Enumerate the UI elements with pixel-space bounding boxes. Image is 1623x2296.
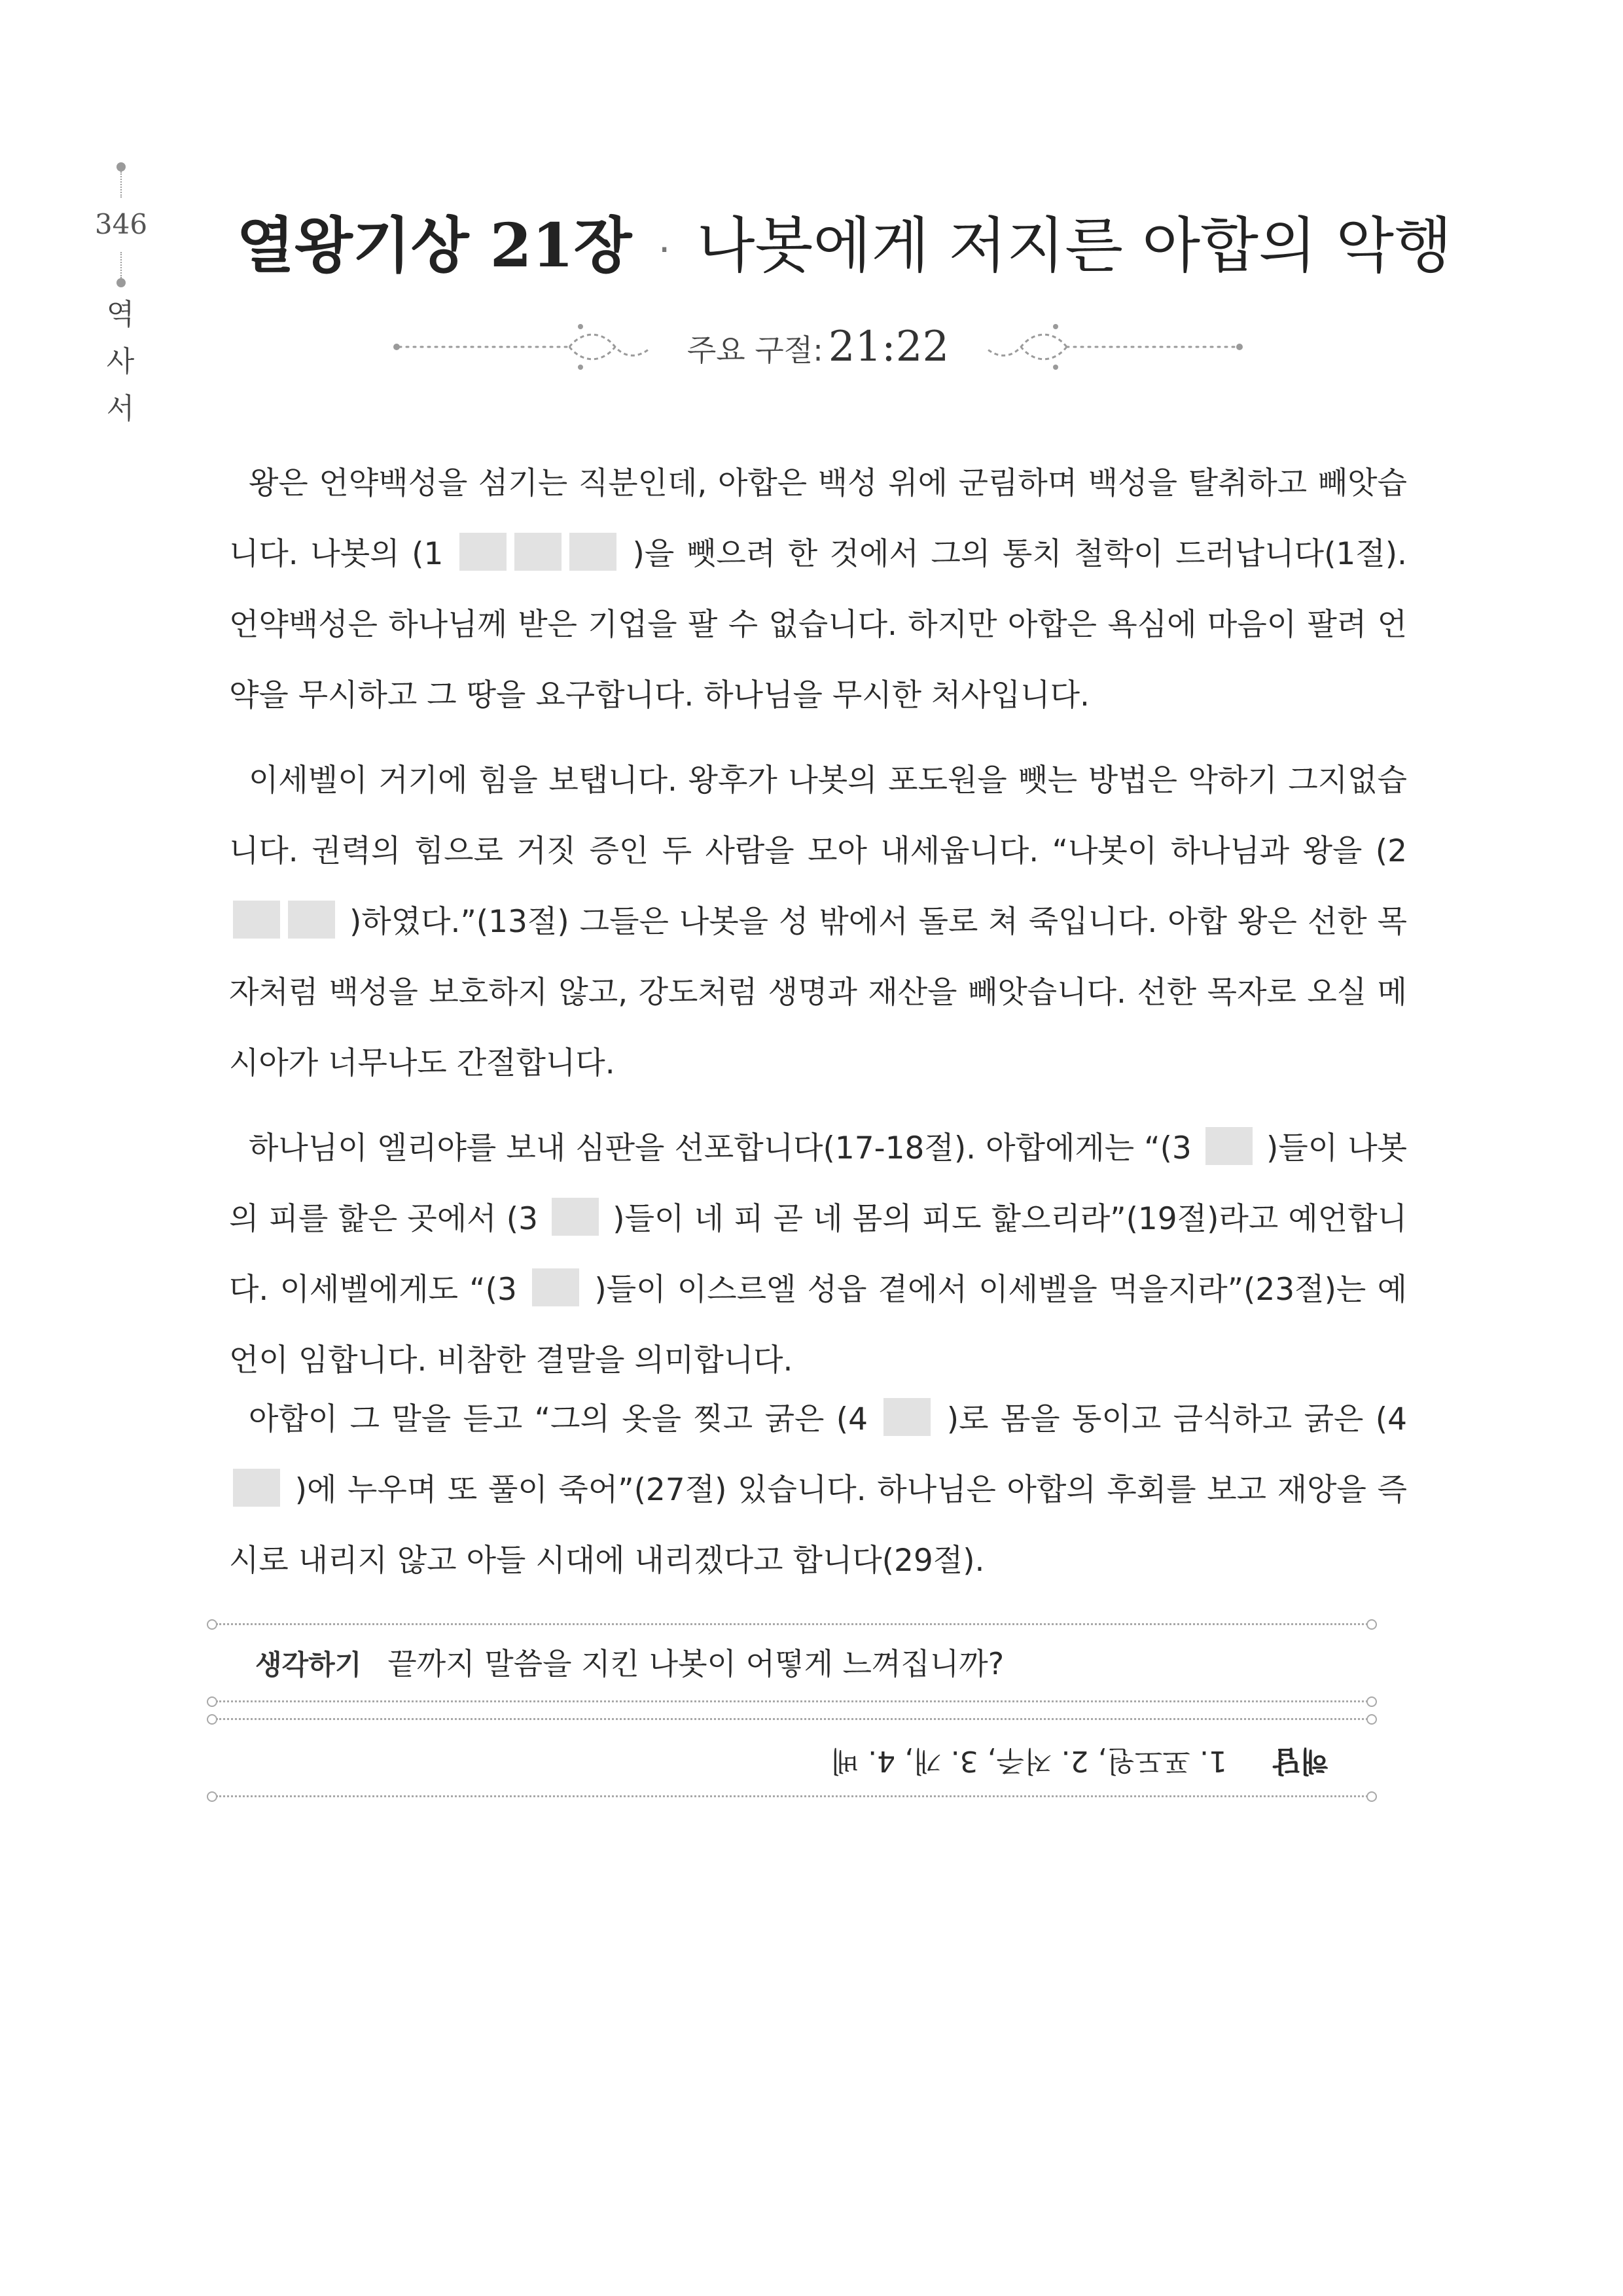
text-run: 왕은 언약백성을 섬기는 직분인데, 아합은 백성 위에 군림하며 백성을 탈취하고 빼앗습니다. 나봇의 (1 <box>229 465 1407 572</box>
fill-in-blank <box>1205 1127 1253 1165</box>
answer-text: 1. 포도원, 2. 저주, 3. 개, 4. 베 <box>830 1744 1227 1778</box>
text-run: 아합이 그 말을 듣고 “그의 옷을 찢고 굵은 (4 <box>249 1401 880 1437</box>
text-run: )들이 나봇의 피를 핥은 곳에서 (3 <box>229 1130 1408 1237</box>
paragraph <box>229 745 1407 1099</box>
fill-in-blank <box>883 1398 931 1436</box>
section-label-char: 사 <box>106 345 135 378</box>
text-run: )들이 네 피 곧 네 몸의 피도 핥으리라”(19절)라고 예언합니다. 이세벨에게도 “(3 <box>229 1201 1407 1308</box>
reflection-label: 생각하기 <box>255 1649 362 1681</box>
ornament-left-icon <box>393 317 654 376</box>
fill-in-blank <box>569 533 616 571</box>
section-label <box>99 291 141 433</box>
title-book: 열왕기상 21장 <box>236 210 632 281</box>
text-run: 이세벨이 거기에 힘을 보탭니다. 왕후가 나봇의 포도원을 뺏는 방법은 악하기 그지없습니다. 권력의 힘으로 거짓 증인 두 사람을 모아 내세웁니다. “나봇이 하나님과 왕을 (2 <box>229 762 1407 869</box>
reflection-question: 끝까지 말씀을 지킨 나봇이 어떻게 느껴집니까? <box>387 1646 1005 1681</box>
section-label-char: 역 <box>106 298 135 331</box>
body-text-bottom <box>229 1384 1407 1611</box>
body-text-top <box>229 448 1407 1410</box>
fill-in-blank <box>552 1198 599 1236</box>
dotted-rule <box>216 1795 1368 1797</box>
dotted-rule <box>216 1700 1368 1702</box>
reflection-row <box>255 1638 1004 1691</box>
answer-box <box>216 1718 1368 1803</box>
margin-rule-bottom <box>120 252 122 278</box>
key-verse-ref: 21:22 <box>828 323 950 371</box>
page-number: 346 <box>94 208 148 240</box>
key-verse-text <box>654 317 982 376</box>
text-run: )들이 이스르엘 성읍 곁에서 이세벨을 먹을지라”(23절)는 예언이 임합니다. 비참한 결말을 의미합니다. <box>229 1272 1407 1378</box>
fill-in-blank <box>233 1469 280 1507</box>
text-run: )로 몸을 동이고 금식하고 굵은 (4 <box>935 1401 1408 1437</box>
section-label-char: 서 <box>106 392 135 425</box>
text-run: )에 누우며 또 풀이 죽어”(27절) 있습니다. 하나님은 아합의 후회를 보고 재앙을 즉시로 내리지 않고 아들 시대에 내리겠다고 합니다(29절). <box>229 1472 1407 1579</box>
fill-in-blank <box>233 901 280 939</box>
dotted-rule <box>216 1623 1368 1625</box>
key-verse-label: 주요 구절: <box>687 332 823 368</box>
paragraph <box>229 448 1407 731</box>
fill-in-blank <box>514 533 562 571</box>
paragraph <box>229 1113 1407 1396</box>
answer-label: 해답 <box>1272 1744 1329 1778</box>
text-run: )하였다.”(13절) 그들은 나봇을 성 밖에서 돌로 쳐 죽입니다. 아합 왕은 선한 목자처럼 백성을 보호하지 않고, 강도처럼 생명과 재산을 빼앗습니다. 선한 목자로 오실 메시아가 너무나도 간절합니다. <box>229 904 1407 1081</box>
paragraph <box>229 1384 1407 1596</box>
title-separator: · <box>658 226 671 273</box>
reflection-box <box>216 1623 1368 1708</box>
margin-dot-top <box>116 162 126 171</box>
ornament-right-icon <box>982 317 1243 376</box>
fill-in-blank <box>459 533 507 571</box>
margin-dot-bottom <box>116 278 126 287</box>
key-verse <box>393 317 1243 376</box>
answer-row-upside-down <box>216 1734 1368 1787</box>
chapter-title <box>223 206 1466 289</box>
text-run: 하나님이 엘리야를 보내 심판을 선포합니다(17-18절). 아합에게는 “(3 <box>249 1130 1202 1166</box>
text-run: )을 뺏으려 한 것에서 그의 통치 철학이 드러납니다(1절). 언약백성은 하나님께 받은 기업을 팔 수 없습니다. 하지만 아합은 욕심에 마음이 팔려 언약을 무시하고 그 땅을 요구합니다. 하나님을 무시한 처사입니다. <box>229 536 1407 713</box>
fill-in-blank <box>288 901 335 939</box>
dotted-rule <box>216 1718 1368 1720</box>
margin-rule-top <box>120 171 122 198</box>
title-subtitle: 나봇에게 저지른 아합의 악행 <box>696 211 1452 281</box>
fill-in-blank <box>532 1268 579 1306</box>
